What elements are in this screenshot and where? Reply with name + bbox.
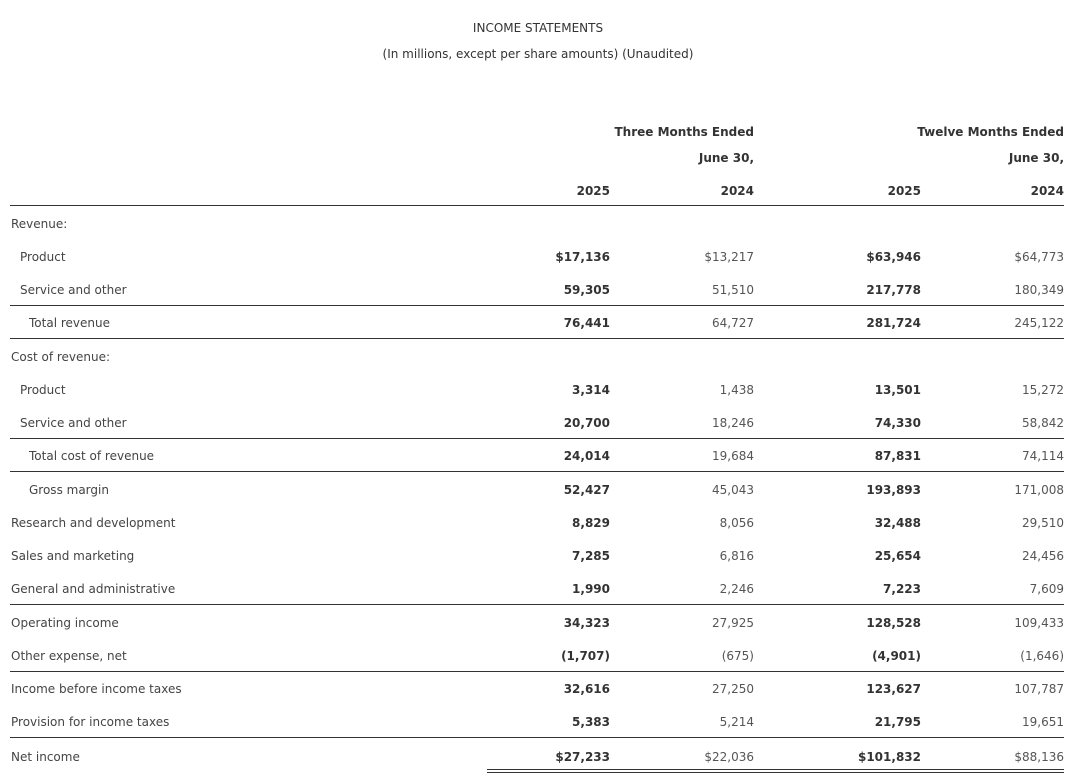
- value-fy-2024: 245,122: [1014, 316, 1064, 330]
- row-label: Research and development: [11, 516, 176, 530]
- value-fy-2025: 193,893: [866, 483, 921, 497]
- table-row: [0, 217, 1080, 237]
- value-fy-2024: 74,114: [1022, 449, 1064, 463]
- row-rule: [10, 471, 1064, 472]
- value-fy-2024: $64,773: [1014, 250, 1064, 264]
- value-fy-2024: 15,272: [1022, 383, 1064, 397]
- value-q-2024: (675): [721, 649, 754, 663]
- value-q-2025: 8,829: [572, 516, 610, 530]
- value-q-2024: 27,925: [712, 616, 754, 630]
- value-fy-2024: 29,510: [1022, 516, 1064, 530]
- value-fy-2024: 107,787: [1014, 682, 1064, 696]
- row-rule: [10, 671, 1064, 672]
- table-row: [0, 682, 1080, 702]
- row-rule: [10, 737, 1064, 738]
- value-fy-2025: 25,654: [874, 549, 921, 563]
- row-label: Product: [20, 383, 66, 397]
- value-fy-2024: 171,008: [1014, 483, 1064, 497]
- value-q-2024: 19,684: [712, 449, 754, 463]
- value-q-2025: 76,441: [563, 316, 610, 330]
- row-label: Operating income: [11, 616, 119, 630]
- value-q-2024: $13,217: [704, 250, 754, 264]
- row-label: Service and other: [20, 283, 127, 297]
- row-label: Service and other: [20, 416, 127, 430]
- value-fy-2024: 24,456: [1022, 549, 1064, 563]
- value-q-2025: 34,323: [563, 616, 610, 630]
- value-q-2025: 7,285: [572, 549, 610, 563]
- table-row: [0, 449, 1080, 469]
- value-q-2025: (1,707): [561, 649, 610, 663]
- header-twelve-months: Twelve Months Ended: [917, 125, 1064, 139]
- table-row: [0, 316, 1080, 336]
- statement-title: INCOME STATEMENTS: [472, 21, 604, 35]
- header-rule: [10, 205, 1064, 206]
- table-row: [0, 250, 1080, 270]
- row-label: Net income: [11, 750, 80, 764]
- value-q-2024: $22,036: [704, 750, 754, 764]
- header-year-fy-2024: 2024: [1030, 184, 1064, 198]
- value-q-2025: 24,014: [563, 449, 610, 463]
- value-q-2024: 8,056: [719, 516, 754, 530]
- value-q-2024: 64,727: [712, 316, 754, 330]
- header-year-q-2025: 2025: [576, 184, 610, 198]
- value-q-2025: $27,233: [555, 750, 610, 764]
- value-fy-2025: 128,528: [866, 616, 921, 630]
- row-label: Gross margin: [29, 483, 109, 497]
- value-fy-2025: 13,501: [874, 383, 921, 397]
- value-q-2025: 3,314: [572, 383, 610, 397]
- row-label: Other expense, net: [11, 649, 127, 663]
- row-rule: [10, 438, 1064, 439]
- value-fy-2025: $63,946: [866, 250, 921, 264]
- value-fy-2025: 74,330: [874, 416, 921, 430]
- row-label: Revenue:: [11, 217, 68, 231]
- table-row: [0, 283, 1080, 303]
- row-label: Provision for income taxes: [11, 715, 170, 729]
- table-row: [0, 649, 1080, 669]
- value-fy-2024: 7,609: [1029, 582, 1064, 596]
- row-label: Total cost of revenue: [29, 449, 155, 463]
- value-q-2025: 5,383: [572, 715, 610, 729]
- row-label: Product: [20, 250, 66, 264]
- table-row: [0, 383, 1080, 403]
- row-label: Sales and marketing: [11, 549, 135, 563]
- table-row: [0, 483, 1080, 503]
- table-row: [0, 715, 1080, 735]
- value-fy-2024: $88,136: [1014, 750, 1064, 764]
- row-label: General and administrative: [11, 582, 176, 596]
- value-q-2024: 2,246: [719, 582, 754, 596]
- header-year-q-2024: 2024: [720, 184, 754, 198]
- value-q-2025: $17,136: [555, 250, 610, 264]
- value-q-2024: 1,438: [719, 383, 754, 397]
- header-year-fy-2025: 2025: [887, 184, 921, 198]
- table-row: [0, 549, 1080, 569]
- row-rule: [10, 338, 1064, 339]
- table-row: [0, 616, 1080, 636]
- value-q-2024: 5,214: [719, 715, 754, 729]
- value-fy-2025: 281,724: [866, 316, 921, 330]
- value-q-2025: 52,427: [563, 483, 610, 497]
- value-q-2024: 18,246: [712, 416, 754, 430]
- value-fy-2025: 217,778: [866, 283, 921, 297]
- table-row: [0, 582, 1080, 602]
- value-fy-2025: 21,795: [874, 715, 921, 729]
- value-q-2024: 27,250: [712, 682, 754, 696]
- row-label: Total revenue: [29, 316, 110, 330]
- total-double-rule: [487, 769, 1064, 773]
- value-fy-2024: 109,433: [1014, 616, 1064, 630]
- value-fy-2025: 32,488: [874, 516, 921, 530]
- table-row: [0, 516, 1080, 536]
- value-fy-2025: 87,831: [874, 449, 921, 463]
- row-label: Cost of revenue:: [11, 350, 111, 364]
- value-fy-2024: 19,651: [1022, 715, 1064, 729]
- value-fy-2024: (1,646): [1020, 649, 1064, 663]
- row-rule: [10, 604, 1064, 605]
- row-rule: [10, 305, 1064, 306]
- value-q-2024: 45,043: [712, 483, 754, 497]
- value-fy-2025: 7,223: [883, 582, 921, 596]
- value-q-2025: 20,700: [563, 416, 610, 430]
- header-three-months: Three Months Ended: [614, 125, 754, 139]
- value-q-2024: 6,816: [719, 549, 754, 563]
- value-q-2025: 1,990: [572, 582, 610, 596]
- statement-subtitle: (In millions, except per share amounts) (Unaudited): [382, 47, 694, 61]
- value-fy-2025: $101,832: [857, 750, 921, 764]
- value-fy-2024: 180,349: [1014, 283, 1064, 297]
- row-label: Income before income taxes: [11, 682, 182, 696]
- value-q-2024: 51,510: [712, 283, 754, 297]
- table-row: [0, 416, 1080, 436]
- header-period-end-1: June 30,: [698, 151, 754, 165]
- value-q-2025: 32,616: [563, 682, 610, 696]
- value-fy-2024: 58,842: [1022, 416, 1064, 430]
- table-row: [0, 350, 1080, 370]
- value-fy-2025: 123,627: [866, 682, 921, 696]
- table-row: [0, 750, 1080, 770]
- value-fy-2025: (4,901): [872, 649, 921, 663]
- value-q-2025: 59,305: [563, 283, 610, 297]
- header-period-end-2: June 30,: [1008, 151, 1064, 165]
